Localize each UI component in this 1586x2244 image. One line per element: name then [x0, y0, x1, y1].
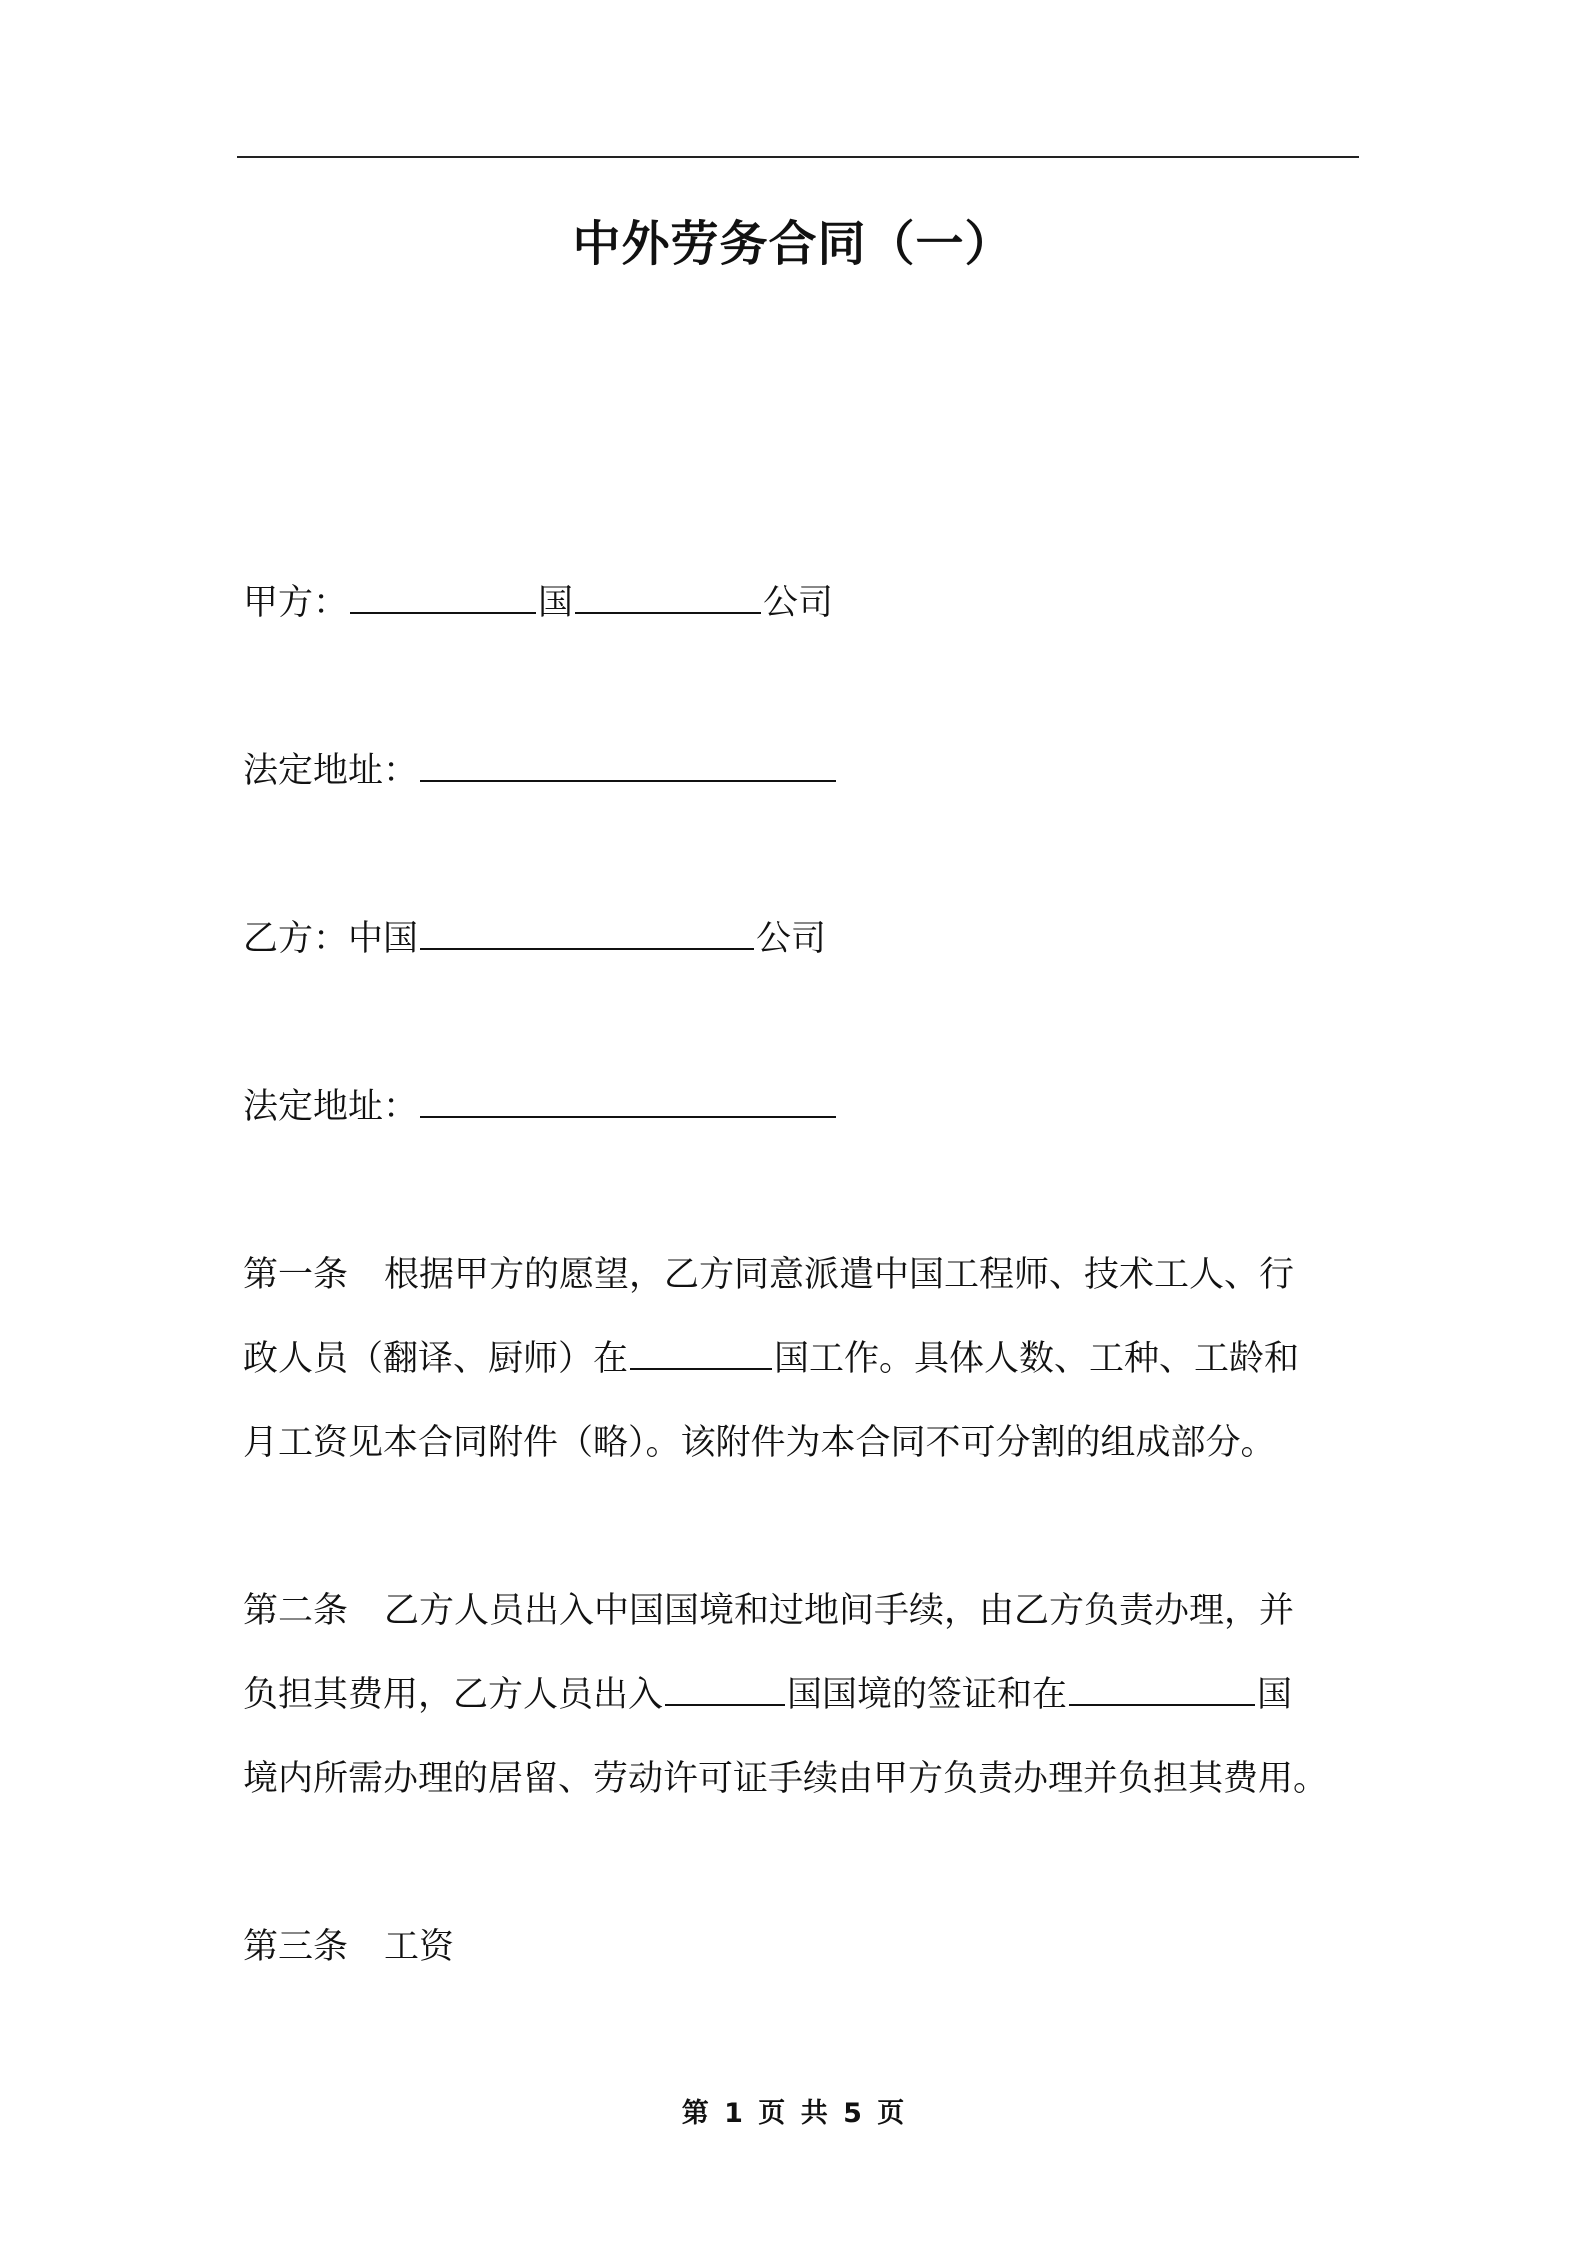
party-b-line	[243, 897, 826, 981]
party-b-company-suffix: 公司	[756, 919, 827, 959]
article-2-line-2-before: 负担其费用，乙方人员出入	[243, 1675, 664, 1715]
header-rule	[237, 156, 1359, 158]
article-1-heading: 第一条	[243, 1255, 349, 1295]
article-2-country-blank-2	[1069, 1674, 1255, 1706]
article-1-line-1-text: 根据甲方的愿望，乙方同意派遣中国工程师、技术工人、行	[384, 1255, 1295, 1295]
party-a-line	[243, 561, 833, 645]
party-a-company-blank	[575, 582, 761, 614]
article-1-line-2-after: 国工作。具体人数、工种、工龄和	[774, 1339, 1300, 1379]
party-b-address-line	[243, 1065, 838, 1149]
article-1-line-1	[243, 1233, 1361, 1317]
party-b-company-blank	[420, 918, 754, 950]
party-a-label: 甲方：	[243, 583, 349, 623]
party-b-address-label: 法定地址：	[243, 1087, 419, 1127]
page-number-footer: 第 1 页 共 5 页	[681, 2098, 905, 2129]
party-b-label: 乙方：中国	[243, 919, 419, 959]
article-2	[243, 1569, 1361, 1821]
article-3-line-1	[243, 1905, 1361, 1989]
article-3	[243, 1905, 1361, 1989]
document-title: 中外劳务合同（一）	[572, 216, 1014, 272]
article-2-line-2-middle: 国国境的签证和在	[787, 1675, 1068, 1715]
article-1	[243, 1233, 1361, 1485]
party-a-address-line	[243, 729, 838, 813]
article-2-country-blank-1	[665, 1674, 785, 1706]
article-2-line-1-text: 乙方人员出入中国国境和过地间手续，由乙方负责办理，并	[384, 1591, 1295, 1631]
article-1-line-2-before: 政人员（翻译、厨师）在	[243, 1339, 629, 1379]
party-a-country-blank	[350, 582, 536, 614]
article-2-line-1	[243, 1569, 1361, 1653]
party-a-country-suffix: 国	[538, 583, 574, 623]
article-3-text: 工资	[384, 1927, 455, 1967]
article-2-line-2	[243, 1653, 1361, 1737]
party-b-address-blank	[420, 1086, 836, 1118]
party-a-address-blank	[420, 750, 836, 782]
article-1-line-3: 月工资见本合同附件（略）。该附件为本合同不可分割的组成部分。	[243, 1423, 1276, 1463]
article-2-line-3: 境内所需办理的居留、劳动许可证手续由甲方负责办理并负担其费用。	[243, 1759, 1329, 1799]
party-a-company-suffix: 公司	[763, 583, 834, 623]
article-1-country-blank	[630, 1338, 772, 1370]
article-3-heading: 第三条	[243, 1927, 349, 1967]
article-1-line-2	[243, 1317, 1361, 1401]
article-2-heading: 第二条	[243, 1591, 349, 1631]
article-2-line-2-after: 国	[1257, 1675, 1293, 1715]
party-a-address-label: 法定地址：	[243, 751, 419, 791]
